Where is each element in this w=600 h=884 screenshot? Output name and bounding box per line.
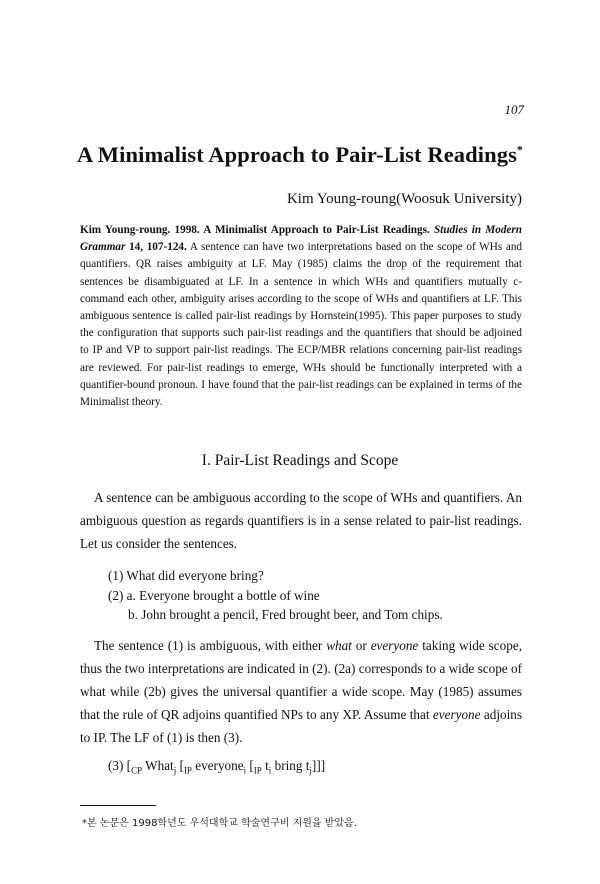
title-footnote-mark: * [516,142,524,157]
abstract [80,222,522,411]
body-paragraph-2 [80,634,522,749]
page-number: 107 [504,102,524,117]
abstract-body: A sentence can have two interpretations based on the scope of WHs and quantifiers. QR raises ambiguity at LF. May (1985) claims the drop of the requirement that sentences be disambiguated at LF. In a sentence in which WHs and quantifiers mutually c-command each other, ambiguity arises according to the scope of WHs and quantifiers at LF. This ambiguous sentence is called pair-list readings by Hornstein(1995). This paper purposes to study the configuration that supports such pair-list readings and the quantifiers that should be adjoined to IP and VP to support pair-list readings. The ECP/MBR relations concerning pair-list readings are reviewed. For pair-list readings to emerge, WHs should be functionally interpreted with a quantifier-bound pronoun. I have found that the pair-list readings can be explained in terms of the Minimalist theory. [80,241,523,409]
formula-subscript: j [309,765,312,776]
paragraph-2-text: taking wide scope, thus the two interpretations are indicated in (2). (2a) corresponds to a wide scope of what while (2b) gives the universal quantifier a wide scope. May (1985) assumes that the rule of QR adjoins quantified NPs to any XP. Assume that [80,638,522,722]
emphasis-what: what [326,638,352,653]
formula-subscript: IP [183,765,192,776]
paper-title [0,142,600,168]
example-2a: (2) a. Everyone brought a bottle of wine [108,587,320,603]
example-list [108,566,528,625]
formula-subscript: i [268,765,272,776]
abstract-journal: Studies in Modern Grammar [80,224,522,254]
title-text: A Minimalist Approach to Pair-List Readings [76,142,517,167]
paragraph-1-text: A sentence can be ambiguous according to the scope of WHs and quantifiers. An ambiguous question as regards quantifiers is in a sense related to pair-list readings. Let us consider the sentences. [80,490,522,551]
lf-formula [108,758,325,776]
section-heading: I. Pair-List Readings and Scope [201,452,399,469]
formula-part: everyone [191,758,244,773]
formula-subscript: i [243,765,247,776]
formula-part: [ [246,758,254,773]
formula-part: bring t [271,758,310,773]
footnote-divider [80,805,156,806]
formula-part: What [142,758,174,773]
formula-subscript: CP [131,765,143,776]
abstract-reference: Kim Young-roung. 1998. A Minimalist Approach to Pair-List Readings. [80,224,430,236]
abstract-volume-pages: 14, 107-124. [129,241,187,254]
formula-subscript: IP [253,765,262,776]
footnote: *본 논문은 1998학년도 우석대학교 학술연구비 지원을 받았음. [82,818,357,829]
emphasis-everyone: everyone [432,707,481,722]
formula-subscript: j [173,765,177,776]
paragraph-2-text: or [351,638,371,653]
example-2b: b. John brought a pencil, Fred brought beer, and Tom chips. [128,607,443,622]
paragraph-2-text: adjoins to IP. The LF of (1) is then (3). [80,707,522,745]
example-1: (1) What did everyone bring? [108,568,264,583]
emphasis-everyone: everyone [370,638,419,653]
body-paragraph-1 [80,486,522,555]
formula-part: t [261,758,269,773]
author-affiliation: Kim Young-roung(Woosuk University) [286,191,522,207]
formula-part: [ [176,758,184,773]
formula-part: ]]] [311,758,326,773]
paragraph-2-text: The sentence (1) is ambiguous, with either [94,638,327,653]
formula-part: (3) [ [108,758,132,773]
